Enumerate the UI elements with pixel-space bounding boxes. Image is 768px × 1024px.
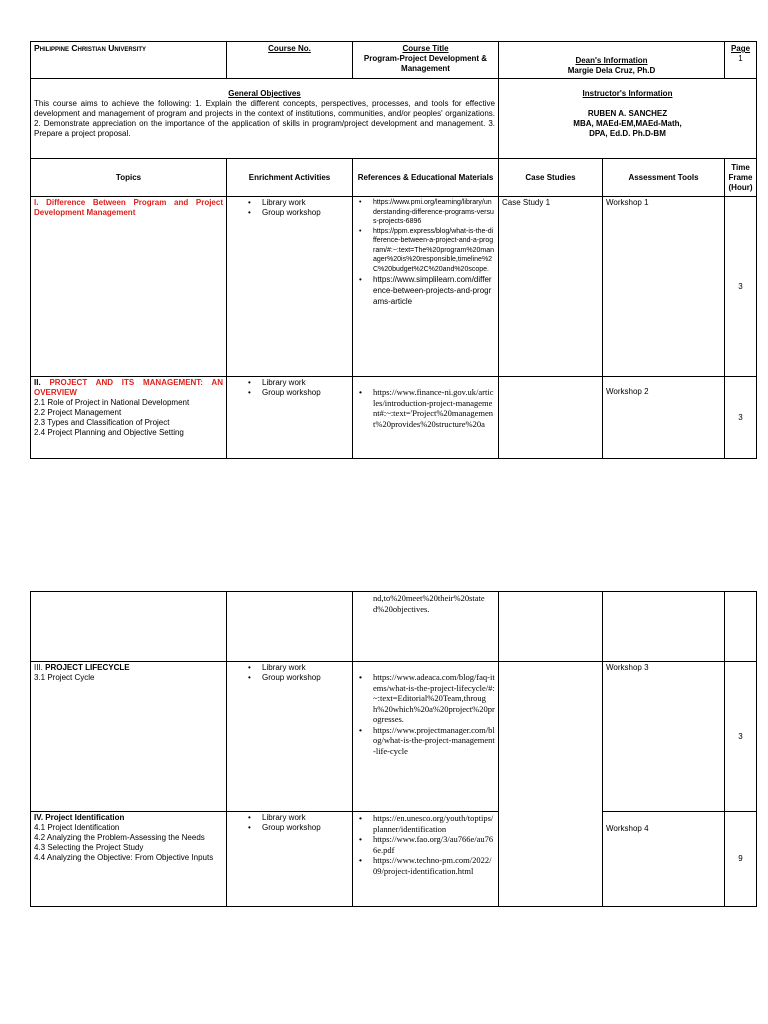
objectives-table <box>30 78 757 159</box>
reference-link[interactable]: • https://www.techno-pm.com/2022/09/project-identification.html <box>356 855 495 876</box>
reference-link[interactable]: • https://www.finance-ni.gov.uk/articles/introduction-project-management#:~:text='Project%20management%20provides%20structure%20a <box>356 387 495 429</box>
assessment-tool: Workshop 4 <box>606 824 649 833</box>
col-topics: Topics <box>31 159 227 197</box>
dean-label: Dean's Information <box>575 56 648 65</box>
syllabus-page-continued <box>30 591 756 907</box>
topic-cell <box>31 662 227 812</box>
assessment-cell <box>603 592 725 662</box>
topic-cell <box>31 592 227 662</box>
objectives-heading: General Objectives <box>228 89 301 98</box>
references-cell <box>353 377 499 459</box>
course-title-cell <box>353 42 499 79</box>
course-title: Program-Project Development & Management <box>363 54 488 73</box>
header-row <box>31 42 757 79</box>
topic-title: I. Difference Between Program and Project Development Management <box>34 198 223 217</box>
topic-title: PROJECT AND ITS MANAGEMENT: AN OVERVIEW <box>34 378 223 397</box>
assessment-cell <box>603 662 725 812</box>
table-row <box>31 662 757 812</box>
col-enrichment: Enrichment Activities <box>227 159 353 197</box>
reference-link[interactable]: • https://www.projectmanager.com/blog/what-is-the-project-management-life-cycle <box>356 725 495 757</box>
reference-continuation: nd,to%20meet%20their%20stated%20objectives. <box>353 592 499 662</box>
subtopic: 4.3 Selecting the Project Study <box>34 843 144 852</box>
table-row <box>31 812 757 907</box>
subtopic: 2.3 Types and Classification of Project <box>34 418 170 427</box>
activities-cell <box>227 197 353 377</box>
case-study: Case Study 1 <box>502 198 551 207</box>
course-no-cell <box>227 42 353 79</box>
column-header-row <box>31 159 757 197</box>
activities-cell <box>227 592 353 662</box>
reference-link[interactable]: • https://www.simplilearn.com/difference-between-projects-and-programs-article <box>356 274 495 307</box>
hours-cell <box>725 197 757 377</box>
activities-cell <box>227 812 353 907</box>
topics-table-continued <box>30 591 757 907</box>
subtopic: 2.2 Project Management <box>34 408 122 417</box>
list-item: • Group workshop <box>230 208 349 218</box>
topic-prefix: II. <box>34 378 41 387</box>
subtopic: 2.1 Role of Project in National Development <box>34 398 190 407</box>
topic-title: IV. Project Identification <box>34 813 125 822</box>
list-item: • Library work <box>230 663 349 673</box>
col-case-studies: Case Studies <box>499 159 603 197</box>
case-study-cell <box>499 812 603 907</box>
col-references: References & Educational Materials <box>353 159 499 197</box>
hours-cell <box>725 812 757 907</box>
syllabus-table-top <box>30 41 757 79</box>
references-cell <box>353 812 499 907</box>
table-row <box>31 592 757 662</box>
col-assessment: Assessment Tools <box>603 159 725 197</box>
subtopic: 4.4 Analyzing the Objective: From Objective Inputs <box>34 853 214 862</box>
subtopic: 2.4 Project Planning and Objective Setting <box>34 428 184 437</box>
dean-cell <box>499 42 725 79</box>
assessment-cell <box>603 812 725 907</box>
list-item: • Library work <box>230 198 349 208</box>
page-label: Page <box>730 44 751 53</box>
syllabus-page-top <box>30 41 756 459</box>
table-row <box>31 197 757 377</box>
case-study-cell <box>499 377 603 459</box>
list-item: • Group workshop <box>230 673 349 683</box>
subtopic: 4.1 Project Identification <box>34 823 120 832</box>
instructor-cell <box>499 79 757 159</box>
reference-link[interactable]: • https://www.pmi.org/learning/library/understanding-difference-programs-versus-projects-6896 <box>356 198 495 227</box>
hours-cell <box>725 377 757 459</box>
subtopic: 3.1 Project Cycle <box>34 673 95 682</box>
case-study-cell <box>499 662 603 812</box>
hours-value: 3 <box>738 281 743 291</box>
list-item: • Library work <box>230 378 349 388</box>
topic-cell <box>31 377 227 459</box>
topics-table <box>30 158 757 459</box>
course-no-label: Course No. <box>268 44 311 53</box>
instructor-credentials-1: MBA, MAEd-EM,MAEd-Math, <box>573 119 682 128</box>
assessment-tool: Workshop 1 <box>606 198 649 207</box>
reference-link[interactable]: • https://ppm.express/blog/what-is-the-difference-between-a-project-and-a-program/#:~:text=The%20program%20manager%20is%20responsible,timeline%2C%20budget%2C%20and%20scope. <box>356 227 495 275</box>
reference-link[interactable]: • https://www.adeaca.com/blog/faq-items/what-is-the-project-lifecycle/#:~:text=Editorial%20Team,through%20which%20a%20project%20progresses. <box>356 672 495 725</box>
reference-link[interactable]: • https://www.fao.org/3/au766e/au766e.pdf <box>356 834 495 855</box>
assessment-tool: Workshop 2 <box>606 387 649 396</box>
topic-prefix: III. <box>34 663 43 672</box>
page-number: 1 <box>738 54 743 63</box>
instructor-heading: Instructor's Information <box>582 89 673 98</box>
objectives-text: This course aims to achieve the following: 1. Explain the different concepts, perspectives, processes, and tools for effective development and management of program and projects in the context of institutions, communities, and/or peoples' organizations. 2. Demonstrate appreciation on the importance of the application of skills in program/project development and management. 3. Prepare a project proposal. <box>34 99 495 138</box>
instructor-credentials-2: DPA, Ed.D. Ph.D-BM <box>589 129 666 138</box>
university-name: Philippine Christian University <box>34 43 147 53</box>
hours-value: 9 <box>738 854 743 863</box>
course-title-label: Course Title <box>402 44 449 53</box>
activities-cell <box>227 377 353 459</box>
hours-value: 3 <box>738 731 743 741</box>
case-study-cell <box>499 592 603 662</box>
list-item: • Group workshop <box>230 823 349 833</box>
instructor-name: RUBEN A. SANCHEZ <box>587 109 668 118</box>
references-cell <box>353 662 499 812</box>
col-time-frame: Time Frame (Hour) <box>725 159 757 197</box>
case-study-cell <box>499 197 603 377</box>
assessment-cell <box>603 197 725 377</box>
objectives-cell <box>31 79 499 159</box>
page-cell <box>725 42 757 79</box>
assessment-cell <box>603 377 725 459</box>
topic-cell <box>31 197 227 377</box>
dean-name: Margie Dela Cruz, Ph.D <box>567 66 656 75</box>
table-row <box>31 377 757 459</box>
references-cell <box>353 197 499 377</box>
reference-link[interactable]: • https://en.unesco.org/youth/toptips/planner/identification <box>356 813 495 834</box>
list-item: • Library work <box>230 813 349 823</box>
assessment-tool: Workshop 3 <box>606 663 649 672</box>
topic-title: PROJECT LIFECYCLE <box>45 663 130 672</box>
subtopic: 4.2 Analyzing the Problem-Assessing the Needs <box>34 833 205 842</box>
hours-cell <box>725 592 757 662</box>
activities-cell <box>227 662 353 812</box>
hours-value: 3 <box>738 412 743 422</box>
hours-cell <box>725 662 757 812</box>
list-item: • Group workshop <box>230 388 349 398</box>
topic-cell <box>31 812 227 907</box>
university-cell <box>31 42 227 79</box>
